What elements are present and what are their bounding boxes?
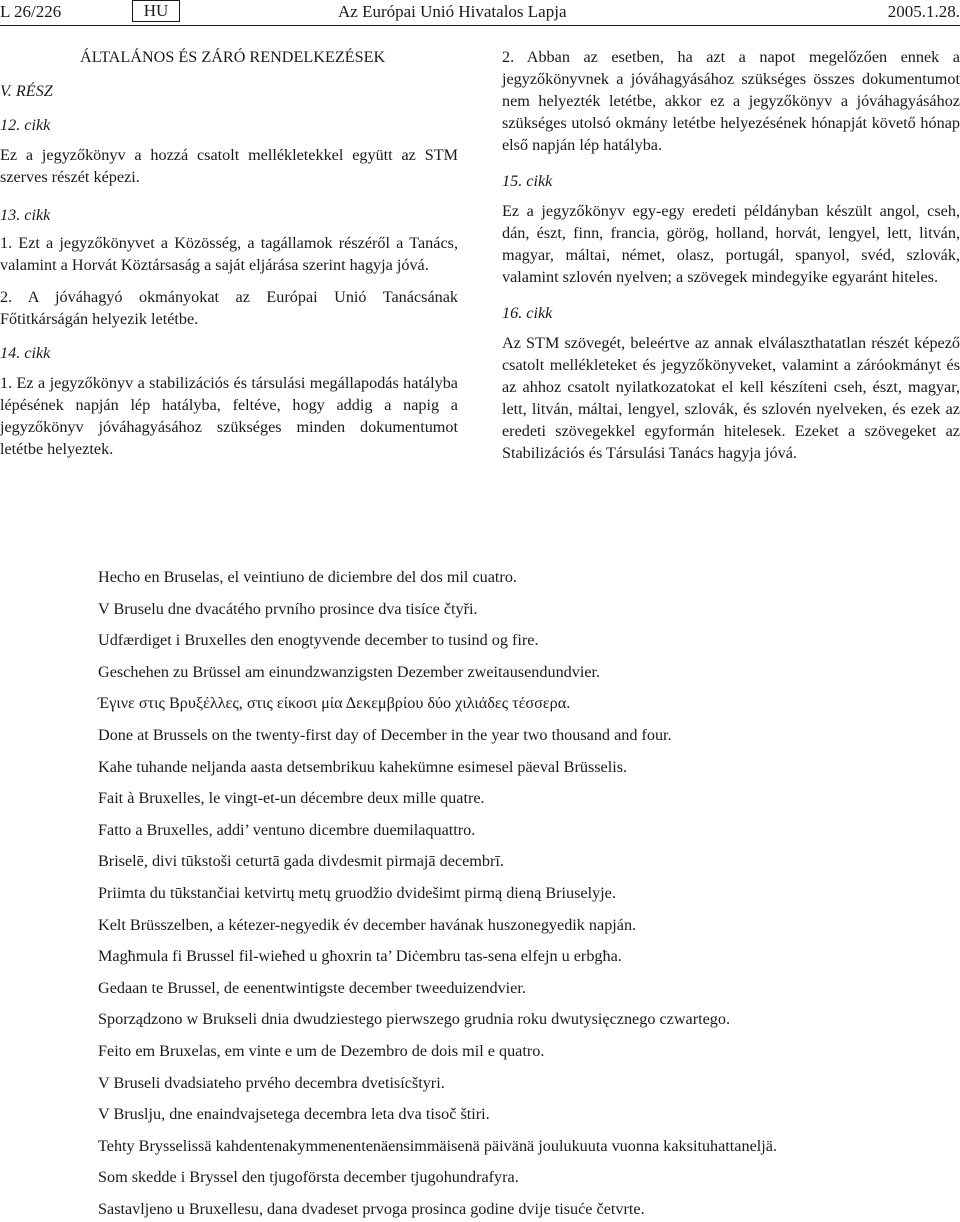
- signature-line: Sporządzono w Brukseli dnia dwudziestego pierwszego grudnia roku dwutysięcznego czwartego.: [98, 1010, 731, 1029]
- article-14-paragraph-1: 1. Ez a jegyzőkönyv a stabilizációs és társulási megállapodás hatályba lépésének napján lép hatályba, feltéve, hogy addig a napig a jegyzőkönyv jóváhagyásához szükséges minden dokumentumot letétbe helyeztek.: [0, 374, 458, 458]
- article-16-title: 16. cikk: [502, 304, 553, 322]
- signature-line: Priimta du tūkstančiai ketvirtų metų gruodžio dvidešimt pirmą dieną Briuselyje.: [98, 883, 616, 902]
- article-13-paragraph-2: 2. A jóváhagyó okmányokat az Európai Unió Tanácsának Főtitkárságán helyezik letétbe.: [0, 288, 458, 328]
- signature-line: V Bruselu dne dvacátého prvního prosince dva tisíce čtyři.: [98, 599, 478, 618]
- signature-line: Som skedde i Bryssel den tjugoförsta december tjugohundrafyra.: [98, 1168, 519, 1187]
- article-14-title: 14. cikk: [0, 344, 51, 362]
- signature-line: Tehty Brysselissä kahdentenakymmenentenäensimmäisenä päivänä joulukuuta vuonna kaksituhattaneljä.: [98, 1136, 777, 1155]
- part-heading: V. RÉSZ: [0, 82, 53, 100]
- right-column: [502, 46, 960, 464]
- signature-line: Done at Brussels on the twenty-first day of December in the year two thousand and four.: [98, 725, 672, 744]
- article-15-paragraph: Ez a jegyzőkönyv egy-egy eredeti példányban készült angol, cseh, dán, észt, finn, francia, görög, holland, horvát, lengyel, lett, litván, magyar, máltai, német, olasz, portugál, spanyol, svéd, szlovák, valamint szlovén nyelven; a szövegek mindegyike egyaránt hiteles.: [502, 202, 960, 286]
- signature-line: Udfærdiget i Bruxelles den enogtyvende december to tusind og fire.: [98, 631, 539, 650]
- signature-line: Feito em Bruxelas, em vinte e um de Dezembro de dois mil e quatro.: [98, 1041, 545, 1060]
- signature-line: Sastavljeno u Bruxellesu, dana dvadeset prvoga prosinca godine dvije tisuće četvrte.: [98, 1199, 645, 1218]
- signature-line: Fait à Bruxelles, le vingt-et-un décembre deux mille quatre.: [98, 789, 485, 808]
- signature-line: Έγινε στις Βρυξέλλες, στις είκοσι μία Δεκεμβρίου δύο χιλιάδες τέσσερα.: [98, 694, 571, 713]
- article-16-paragraph: Az STM szövegét, beleértve az annak elválaszthatatlan részét képező csatolt mellékleteket és jegyzőkönyveket, valamint a záróokmányt és az ahhoz csatolt nyilatkozatokat el kell készíteni cseh, észt, magyar, lett, litván, máltai, lengyel, szlovák, és szlovén nyelveken, és ezek az eredeti szövegekkel egyformán hitelesek. Ezeket a szövegeket az Stabilizációs és Társulási Tanács hagyja jóvá.: [502, 334, 960, 462]
- signature-line: Hecho en Bruselas, el veintiuno de diciembre del dos mil cuatro.: [98, 568, 517, 586]
- article-12-paragraph: Ez a jegyzőkönyv a hozzá csatolt mellékletekkel együtt az STM szerves részét képezi.: [0, 146, 458, 186]
- header-rule: [0, 25, 960, 26]
- article-12-title: 12. cikk: [0, 116, 51, 134]
- article-13-title: 13. cikk: [0, 206, 51, 224]
- signature-line: Gedaan te Brussel, de eenentwintigste december tweeduizendvier.: [98, 978, 526, 997]
- signature-line: V Bruseli dvadsiateho prvého decembra dvetisícštyri.: [98, 1073, 445, 1092]
- article-15-title: 15. cikk: [502, 172, 553, 190]
- signature-line: Geschehen zu Brüssel am einundzwanzigsten Dezember zweitausendundvier.: [98, 662, 601, 681]
- signature-formulas: [98, 566, 938, 1220]
- signature-line: V Bruslju, dne enaindvajsetega decembra leta dva tisoč štiri.: [98, 1105, 490, 1124]
- article-13-paragraph-1: 1. Ezt a jegyzőkönyvet a Közösség, a tagállamok részéről a Tanács, valamint a Horvát Köztársaság a saját eljárása szerint hagyja jóvá.: [0, 234, 458, 274]
- page-number: L 26/226: [0, 2, 62, 21]
- journal-title: Az Európai Unió Hivatalos Lapja: [338, 2, 567, 21]
- article-14-paragraph-2: 2. Abban az esetben, ha azt a napot megelőzően ennek a jegyzőkönyvnek a jóváhagyásához szükséges összes dokumentumot nem helyezték letétbe, akkor ez a jegyzőkönyv a jóváhagyásához szükséges utolsó okmány letétbe helyezésének hónapját követő hónap első napján lép hatályba.: [502, 48, 960, 154]
- section-heading: ÁLTALÁNOS ÉS ZÁRÓ RENDELKEZÉSEK: [80, 48, 386, 66]
- page-header: [0, 0, 960, 26]
- signature-line: Kahe tuhande neljanda aasta detsembrikuu kahekümne esimesel päeval Brüsselis.: [98, 757, 628, 776]
- signature-line: Kelt Brüsszelben, a kétezer-negyedik év december havának huszonegyedik napján.: [98, 915, 637, 934]
- language-code-box: HU: [132, 0, 180, 22]
- signature-line: Briselē, divi tūkstoši ceturtā gada divdesmit pirmajā decembrī.: [98, 852, 504, 871]
- signature-line: Magħmula fi Brussel fil-wieħed u għoxrin ta’ Diċembru tas-sena elfejn u erbgħa.: [98, 947, 622, 966]
- publication-date: 2005.1.28.: [887, 2, 960, 21]
- signature-line: Fatto a Bruxelles, addi’ ventuno dicembre duemilaquattro.: [98, 820, 476, 839]
- left-column: [0, 46, 458, 460]
